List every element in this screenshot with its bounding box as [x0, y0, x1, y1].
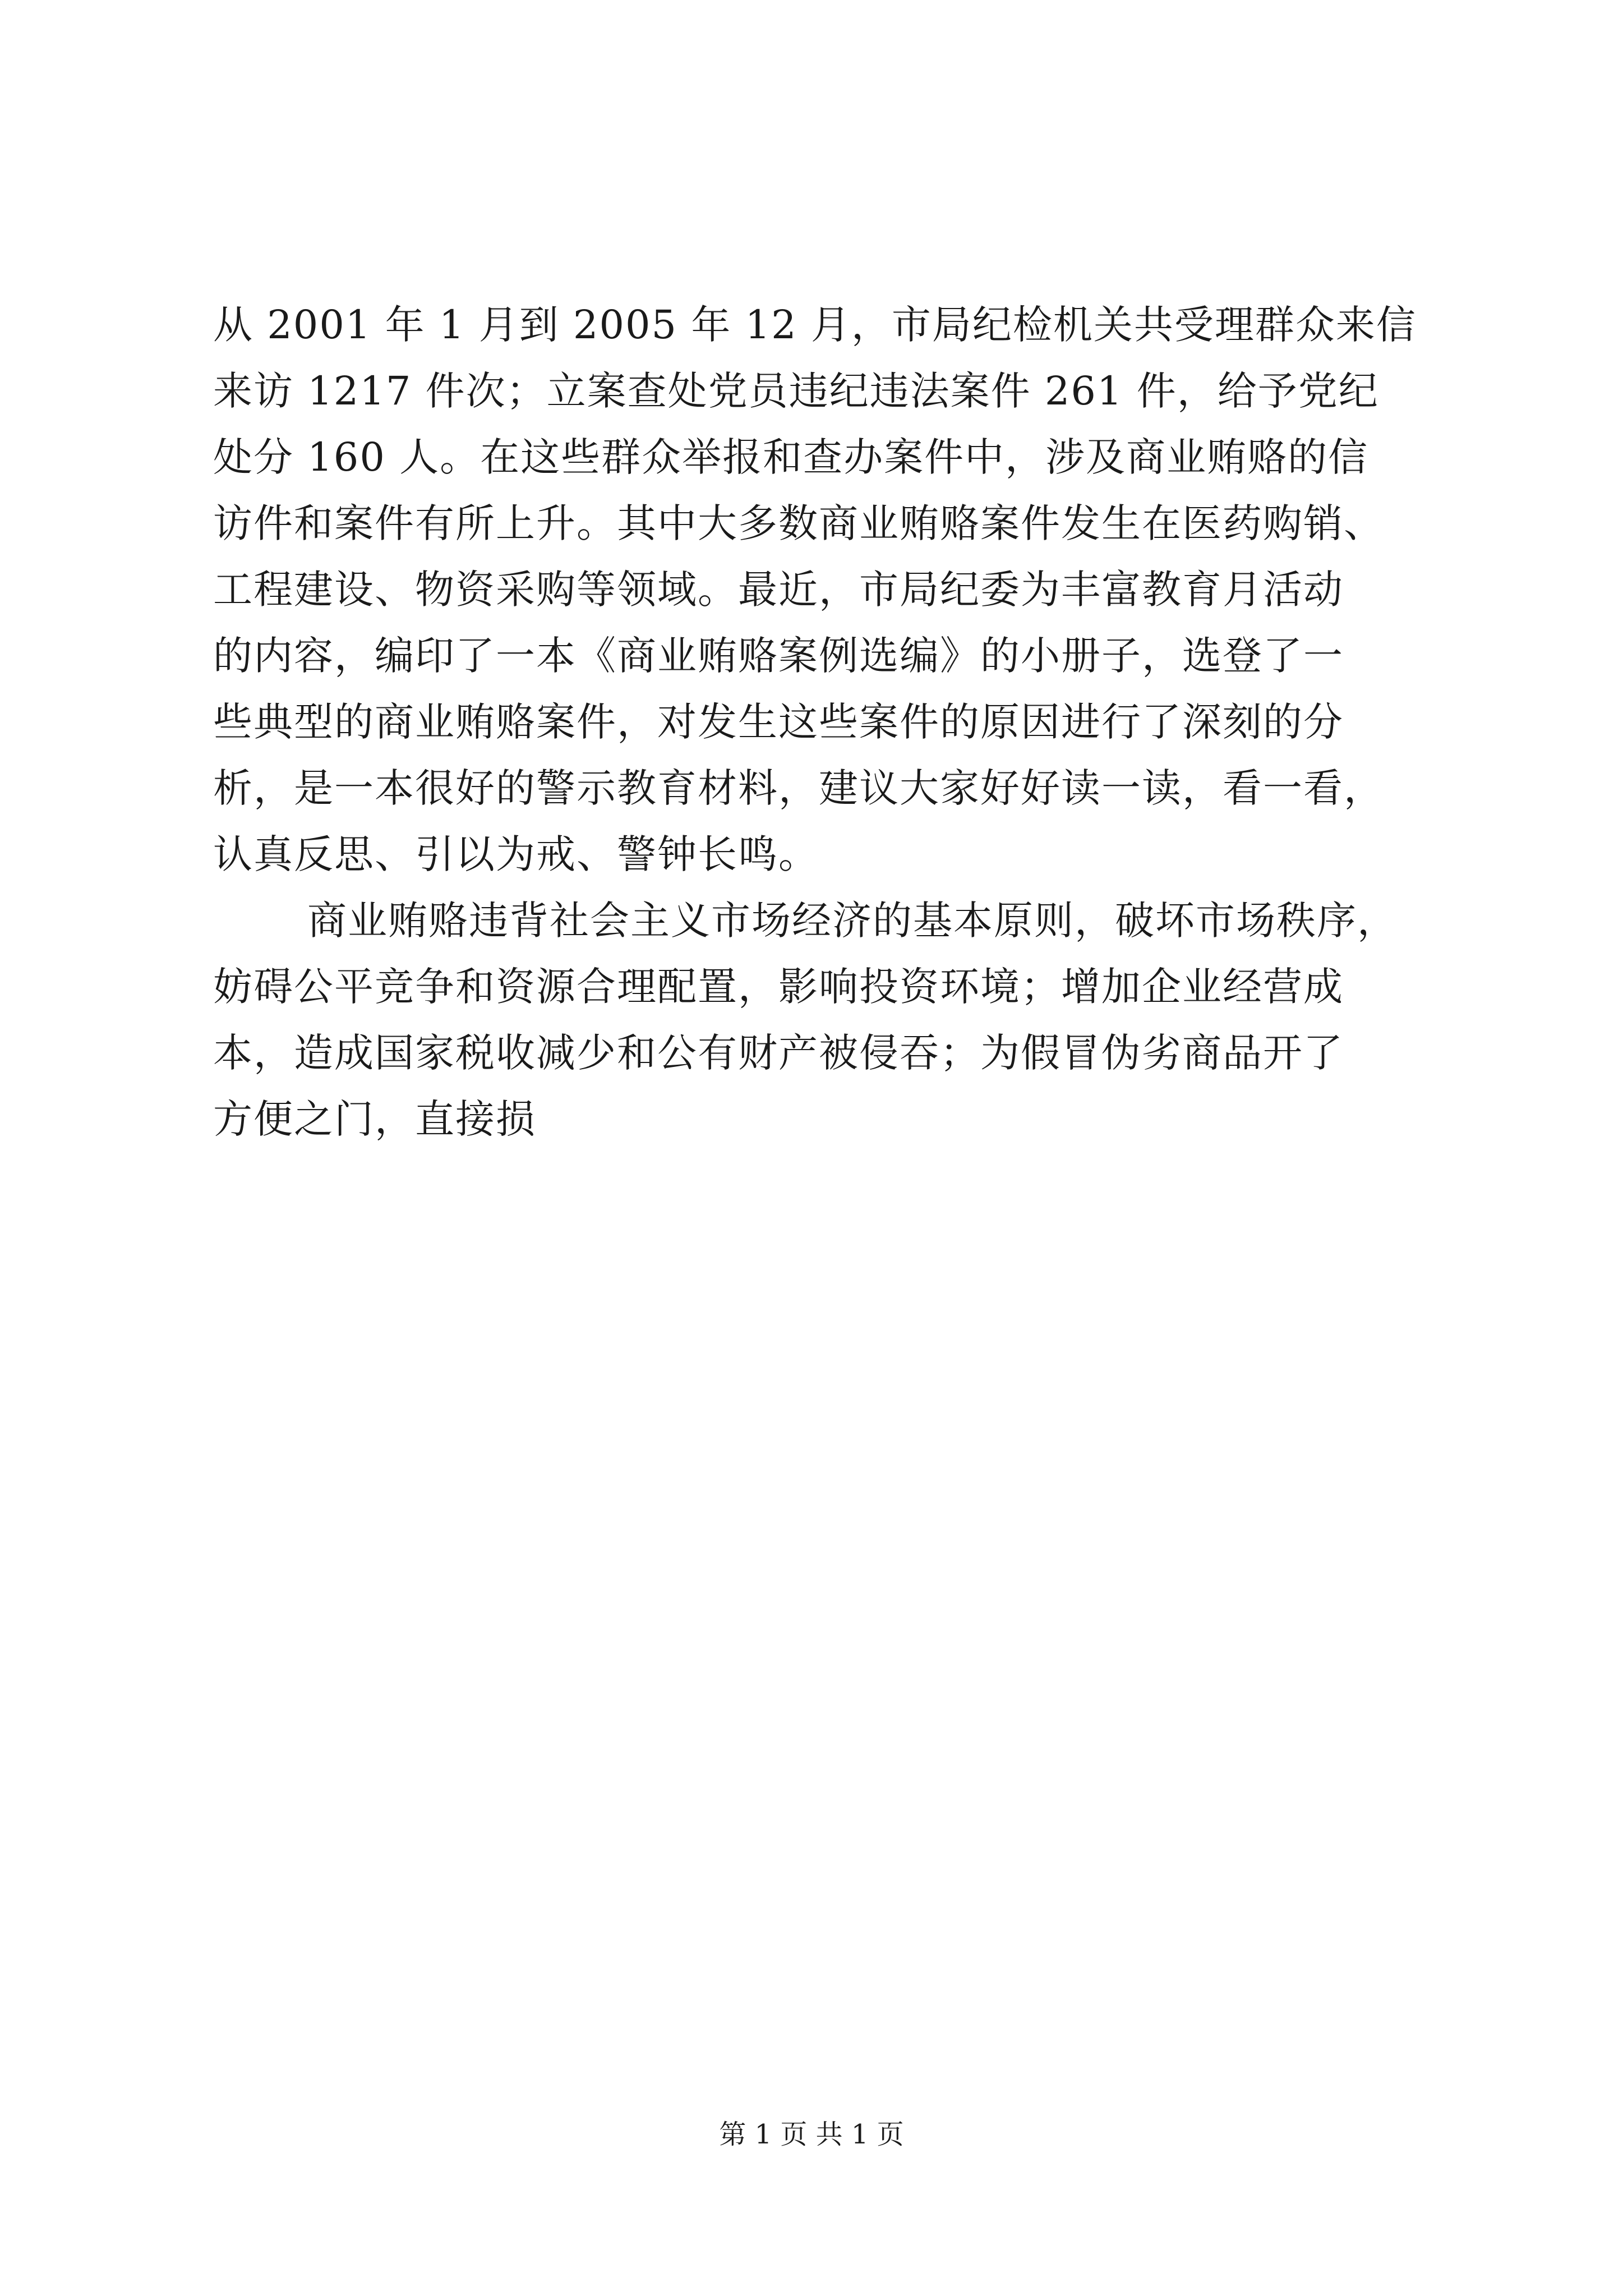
text-line: 从 2001 年 1 月到 2005 年 12 月，市局纪检机关共受理群众来信 — [213, 302, 1417, 348]
text-line: 来访 1217 件次；立案查处党员违纪违法案件 261 件，给予党纪 — [213, 368, 1379, 414]
text-line: 本，造成国家税收减少和公有财产被侵吞；为假冒伪劣商品开了 — [213, 1030, 1344, 1076]
text-line: 些典型的商业贿赂案件，对发生这些案件的原因进行了深刻的分 — [213, 699, 1344, 745]
paragraph-2 — [213, 887, 1424, 1152]
text-line: 妨碍公平竞争和资源合理配置，影响投资环境；增加企业经营成 — [213, 964, 1344, 1010]
page-number-label: 第 1 页 共 1 页 — [719, 2119, 904, 2150]
text-line: 访件和案件有所上升。其中大多数商业贿赂案件发生在医药购销、 — [213, 500, 1384, 546]
text-line: 的内容，编印了一本《商业贿赂案例选编》的小册子，选登了一 — [213, 633, 1344, 679]
document-body — [213, 292, 1424, 1152]
text-line: 方便之门，直接损 — [213, 1096, 536, 1142]
text-line: 处分 160 人。在这些群众举报和查办案件中，涉及商业贿赂的信 — [213, 434, 1369, 480]
text-line: 商业贿赂违背社会主义市场经济的基本原则，破坏市场秩序， — [307, 898, 1398, 944]
paragraph-1 — [213, 292, 1424, 887]
page-footer — [0, 2118, 1623, 2151]
text-line: 工程建设、物资采购等领域。最近，市局纪委为丰富教育月活动 — [213, 567, 1344, 613]
text-line: 认真反思、引以为戒、警钟长鸣。 — [213, 831, 819, 877]
text-line: 析，是一本很好的警示教育材料，建议大家好好读一读，看一看， — [213, 765, 1384, 811]
